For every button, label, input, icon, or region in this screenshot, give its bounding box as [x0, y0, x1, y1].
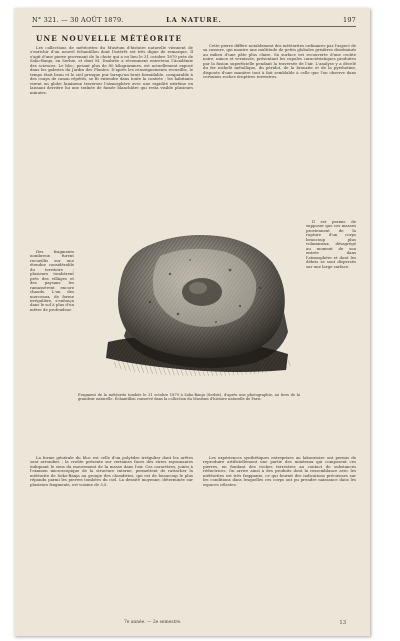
signature-mark: 13 — [339, 620, 346, 626]
meteorite-figure — [90, 214, 302, 382]
column-left-narrow — [30, 250, 74, 375]
running-header — [32, 14, 356, 27]
journal-page — [14, 8, 370, 636]
page-number: 197 — [342, 16, 356, 24]
issue-line: N° 321. — 30 AOÛT 1879. — [32, 16, 124, 24]
column-right — [203, 44, 356, 220]
paragraph: Cette pierre diffère notablement des météorites ordinaires par l'aspect de sa cassure, qui montre une multitude de petits globules grisâtres disséminés au milieu d'une pâte plus claire. Sa surface est recouverte d'une croûte noire, mince et vernissée, présentant les cupules caractéristiques produites par la fusion superficielle pendant la traversée de l'air. L'analyse y a décelé du fer nickelé métallique, du péridot, de la bronzite et de la pyrrhotine, disposés d'une manière tout à fait semblable à celle que l'on observe dans certaines roches éruptives terrestres. — [203, 44, 356, 80]
journal-name: LA NATURE. — [166, 16, 222, 24]
column-right-narrow — [306, 220, 356, 375]
paragraph: Les collections de météorites du Muséum d'histoire naturelle viennent de s'enrichir d'un nouvel échantillon dont l'intérêt est très digne de remarque. Il s'agit d'une pierre provenant de la chute qui a eu lieu le 31 octobre 1879 près de Soko-Banja, en Serbie, et dont M. Daubrée a récemment entretenu l'Académie des sciences. Le bloc, pesant plus de 80 kilogrammes, est actuellement exposé dans les galeries du Jardin des Plantes. D'après les renseignements recueillis, le temps était beau et le ciel presque pur lorsqu'un bruit formidable, comparable à des coups de canon répétés, se fit entendre dans toute la contrée ; les habitants virent un globe lumineux traverser l'atmosphère avec une rapidité extrême en laissant derrière lui une traînée de fumée blanchâtre qui resta visible plusieurs minutes. — [30, 46, 193, 95]
meteorite-engraving — [90, 214, 302, 382]
paragraph: La forme générale du bloc est celle d'un polyèdre irrégulier dont les arêtes sont arrondies ; la croûte présente sur certaines faces des stries rayonnantes indiquant le sens du mouvement de la masse dans l'air. Ces caractères, joints à l'examen microscopique de la structure interne, permettent de rattacher la météorite de Soko-Banja au groupe des chondrites, qui est de beaucoup le plus répandu parmi les pierres tombées du ciel. La densité moyenne, déterminée sur plusieurs fragments, est voisine de 3,5. — [30, 456, 193, 487]
article-title: UNE NOUVELLE MÉTÉORITE — [36, 34, 183, 43]
column-right-bottom — [203, 456, 356, 621]
footer-note: 7e année. — 2e semestre. — [124, 620, 182, 625]
paragraph: Il est permis de supposer que ces masses proviennent de la rupture d'un corps beaucoup plus volumineux, désagrégé au moment de son entrée dans l'atmosphère et dont les débris se sont dispersés sur une large surface. — [306, 220, 356, 269]
paragraph: Des fragments nombreux furent recueillis sur une étendue considérable du territoire ; plusieurs tombèrent près des villages et des paysans les ramassèrent encore chauds. L'un des morceaux, de forme irrégulière, s'enfonça dans le sol à plus d'un mètre de profondeur. — [30, 250, 74, 312]
figure-caption: Fragment de la météorite tombée le 31 octobre 1879 à Soko-Banja (Serbie), d'après une photographie, au tiers de la grandeur naturelle. Échantillon conservé dans la collection du Muséum d'histoire naturelle de Paris. — [78, 393, 300, 402]
paragraph: Les expériences synthétiques entreprises au laboratoire ont permis de reproduire artificiellement une partie des minéraux qui composent ces pierres, en fondant des roches terrestres au contact de substances réductrices. On arrive ainsi à des produits dont la ressemblance avec les météorites est très frappante, ce qui fournit des indications précieuses sur les conditions dans lesquelles ces corps ont pu prendre naissance dans les espaces célestes. — [203, 456, 356, 487]
column-left-bottom — [30, 456, 193, 621]
